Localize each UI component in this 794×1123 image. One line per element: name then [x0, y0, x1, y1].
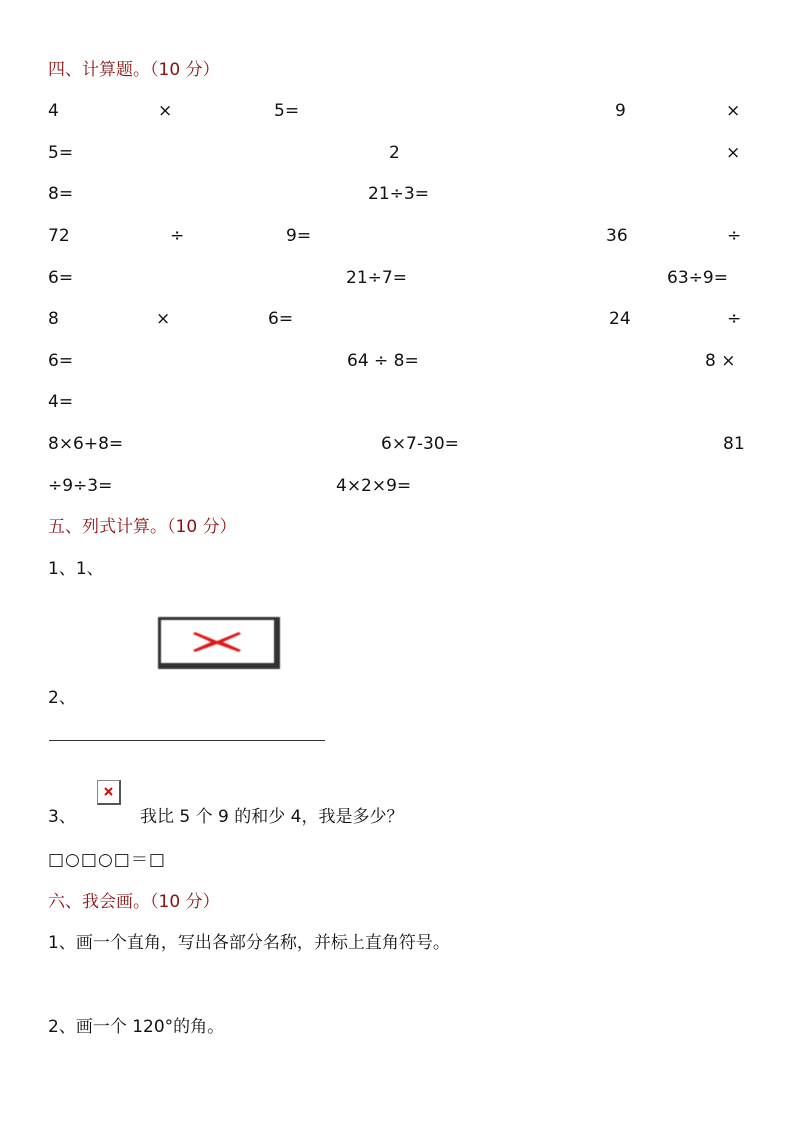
broken-image-icon — [158, 617, 280, 669]
question-3 — [0, 802, 794, 832]
calc-text: 81 — [723, 434, 745, 454]
calc-text: × — [156, 309, 171, 329]
calc-text: 21÷7= — [346, 268, 407, 288]
question-1 — [0, 554, 794, 584]
question-3-label: 3、 — [48, 807, 76, 827]
calc-text: 64 ÷ 8= — [347, 351, 419, 371]
calc-text: 4= — [48, 392, 74, 412]
calc-text: 8×6+8= — [48, 434, 124, 454]
section5-heading: 五、列式计算。（10 分） — [48, 517, 237, 537]
section5-heading-line — [0, 512, 794, 542]
calc-text: 6= — [48, 351, 74, 371]
calc-row-10 — [0, 471, 794, 501]
calc-text: ÷ — [170, 226, 185, 246]
question-1-label: 1、1、 — [48, 559, 104, 579]
calc-row-1 — [0, 96, 794, 126]
calc-row-6 — [0, 304, 794, 334]
calc-row-8 — [0, 387, 794, 417]
calc-text: 2 — [389, 143, 400, 163]
draw-question-2 — [0, 1012, 794, 1042]
broken-image-icon — [98, 781, 119, 803]
calc-text: ÷ — [727, 226, 742, 246]
calc-row-3 — [0, 179, 794, 209]
calc-text: 5= — [48, 143, 74, 163]
calc-text: 5= — [274, 101, 300, 121]
question-3-text: 我比 5 个 9 的和少 4，我是多少？ — [140, 807, 404, 827]
formula-boxes: □○□○□＝□ — [48, 850, 166, 870]
calc-text: 8 × — [705, 351, 736, 371]
calc-text: 36 — [606, 226, 628, 246]
draw-question-2-text: 2、画一个 120°的角。 — [48, 1017, 225, 1037]
question-2-label: 2、 — [48, 688, 76, 708]
calc-text: 9= — [286, 226, 312, 246]
calc-text: 4 — [48, 101, 59, 121]
calc-text: 24 — [609, 309, 631, 329]
calc-text: × — [726, 101, 741, 121]
calc-row-7 — [0, 346, 794, 376]
draw-question-1 — [0, 928, 794, 958]
calc-text: × — [726, 143, 741, 163]
calc-text: 6= — [268, 309, 294, 329]
question-2 — [0, 683, 794, 713]
broken-image-icon — [161, 620, 274, 663]
calc-text: × — [158, 101, 173, 121]
section6-heading: 六、我会画。（10 分） — [48, 892, 220, 912]
calc-row-4 — [0, 221, 794, 251]
calc-text: 8 — [48, 309, 59, 329]
calc-text: 4×2×9= — [336, 476, 412, 496]
calc-text: 9 — [615, 101, 626, 121]
section6-heading-line — [0, 887, 794, 917]
calc-text: 8= — [48, 184, 74, 204]
calc-text: 63÷9= — [667, 268, 728, 288]
calc-row-9 — [0, 429, 794, 459]
calc-text: ÷9÷3= — [48, 476, 113, 496]
calc-text: 21÷3= — [368, 184, 429, 204]
answer-line — [49, 740, 325, 741]
calc-text: 72 — [48, 226, 70, 246]
draw-question-1-text: 1、画一个直角，写出各部分名称，并标上直角符号。 — [48, 933, 450, 953]
calc-row-2 — [0, 138, 794, 168]
section4-heading: 四、计算题。（10 分） — [48, 60, 220, 80]
calc-text: ÷ — [727, 309, 742, 329]
formula-line — [0, 845, 794, 875]
calc-text: 6= — [48, 268, 74, 288]
section4-heading-line — [0, 55, 794, 85]
calc-text: 6×7-30= — [381, 434, 459, 454]
calc-row-5 — [0, 263, 794, 293]
